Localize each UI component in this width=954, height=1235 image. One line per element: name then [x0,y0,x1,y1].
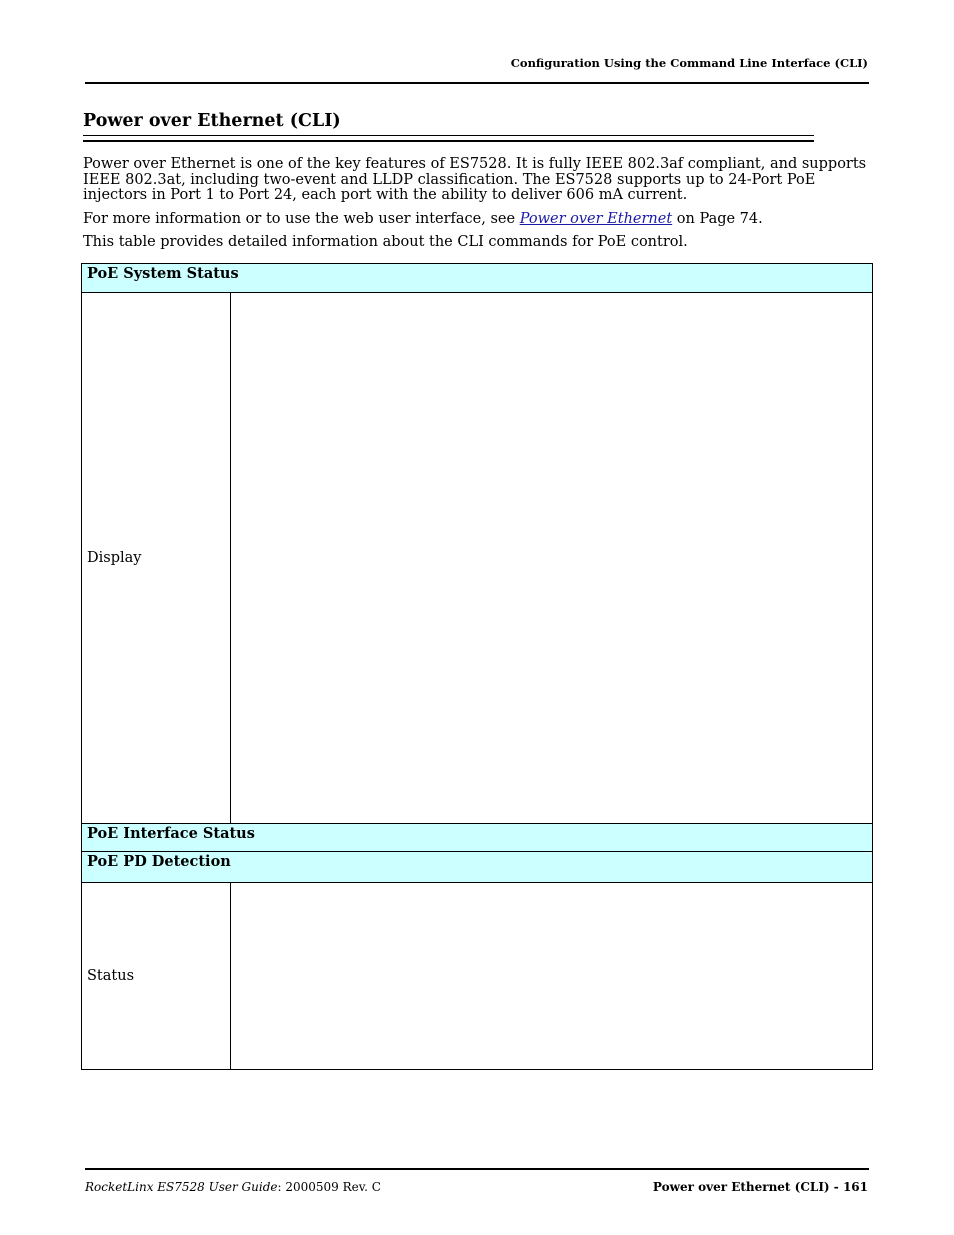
footer-page-label: Power over Ethernet (CLI) - 161 [652,1180,868,1194]
header-rule [85,82,869,84]
table-header-row [82,824,873,852]
poe-command-table [81,263,873,1070]
footer-revision: : 2000509 Rev. C [277,1180,381,1194]
poe-system-status-header: PoE System Status [82,264,873,293]
poe-pd-detection-header: PoE PD Detection [82,852,873,883]
more-info-prefix: For more information or to use the web user interface, see [83,210,520,227]
table-intro-paragraph: This table provides detailed information about the CLI commands for PoE control. [83,234,688,250]
table-header-row [82,852,873,883]
footer-product-name: RocketLinx ES7528 User Guide [85,1180,278,1194]
poe-interface-status-header: PoE Interface Status [82,824,873,852]
table-row [82,293,873,824]
intro-paragraph: Power over Ethernet is one of the key features of ES7528. It is fully IEEE 802.3af compliant, and supports IEEE 802.3at, including two-event and LLDP classification. The ES7528 supports up to 24-Port PoE injectors in Port 1 to Port 24, each port with the ability to deliver 606 mA current. [83,156,867,203]
status-content-cell [231,883,873,1070]
running-header: Configuration Using the Command Line Interface (CLI) [510,56,868,70]
power-over-ethernet-link[interactable]: Power over Ethernet [519,210,673,227]
display-label: Display [82,293,231,824]
title-underline-thin [83,135,814,136]
table-row [82,883,873,1070]
table-header-row [82,264,873,293]
title-underline-thick [83,140,814,142]
footer-rule [85,1168,869,1170]
display-content-cell [231,293,873,824]
footer-product [85,1180,381,1194]
section-title: Power over Ethernet (CLI) [83,111,341,131]
status-label: Status [82,883,231,1070]
more-info-paragraph [83,212,873,228]
more-info-suffix: on Page 74. [672,210,763,227]
body-text [83,157,873,259]
